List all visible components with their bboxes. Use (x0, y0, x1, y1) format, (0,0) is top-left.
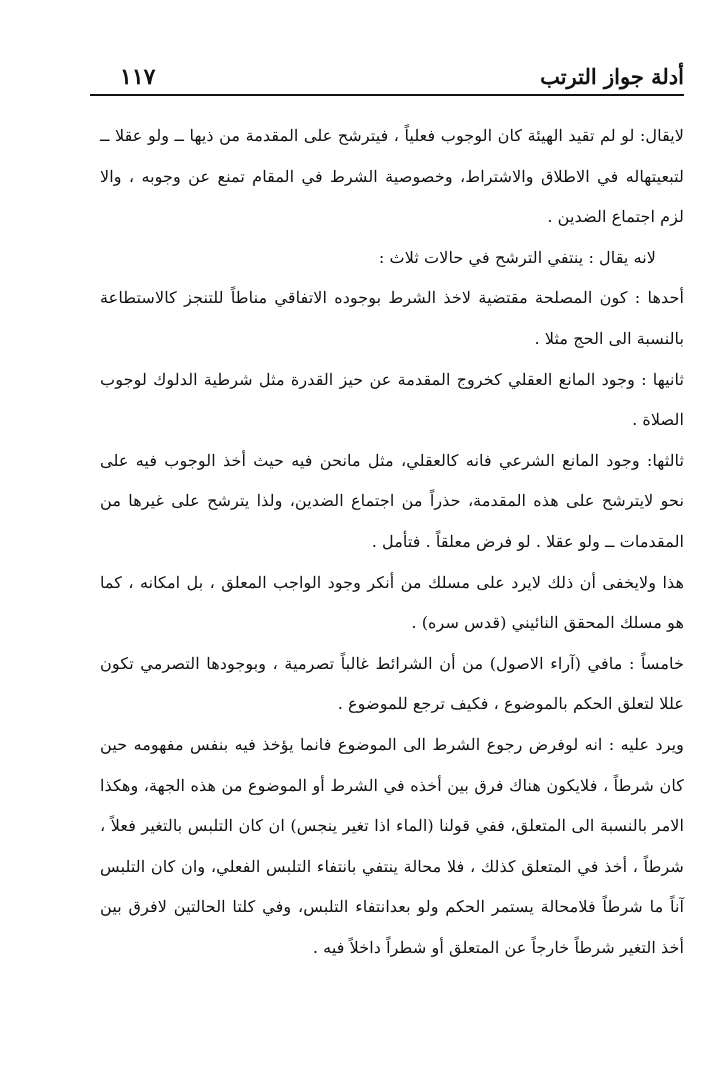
paragraph: خامساً : مافي (آراء الاصول) من أن الشرائط غالباً تصرمية ، وبوجودها التصرمي تكون عللا لتعلق الحكم بالموضوع ، فكيف ترجع للموضوع . (100, 653, 684, 714)
running-title: أدلة جواز الترتب (540, 64, 684, 89)
paragraph: لانه يقال : ينتفي الترشح في حالات ثلاث : (378, 247, 656, 267)
paragraph: ويرد عليه : انه لوفرض رجوع الشرط الى الموضوع فانما يؤخذ فيه بنفس مفهومه حين كان شرطاً ، فلايكون هناك فرق بين أخذه في الشرط أو الموضوع من هذه الجهة، وهكذا الامر بالنسبة الى المتعلق، ففي قولنا (الماء اذا تغير ينجس) ان كان التلبس بالتغير فعلاً ، شرطاً ، أخذ في المتعلق كذلك ، فلا محالة ينتفي بانتفاء التلبس الفعلي، وان كان التلبس آناً ما شرطاً فلامحالة يستمر الحكم ولو بعدانتفاء التلبس، وفي كلتا الحالتين لافرق بين أخذ التغير شرطاً خارجاً عن المتعلق أو شطراً داخلاً فيه . (100, 734, 684, 957)
page-body (100, 116, 684, 968)
paragraph: هذا ولايخفى أن ذلك لايرد على مسلك من أنكر وجود الواجب المعلق ، بل امكانه ، كما هو مسلك المحقق النائيني (قدس سره) . (100, 572, 684, 633)
page-header (90, 58, 684, 96)
paragraph: ثانيها : وجود المانع العقلي كخروج المقدمة عن حيز القدرة مثل شرطية الدلوك لوجوب الصلاة . (100, 369, 684, 430)
paragraph: ثالثها: وجود المانع الشرعي فانه كالعقلي، مثل مانحن فيه حيث أخذ الوجوب فيه على نحو لايترشح على هذه المقدمة، حذراً من اجتماع الضدين، ولذا يترشح على غيرها من المقدمات ــ ولو عقلا . لو فرض معلقاً . فتأمل . (100, 450, 684, 551)
paragraph: لايقال: لو لم تقيد الهيئة كان الوجوب فعلياً ، فيترشح على المقدمة من ذيها ــ ولو عقلا ــ لتبعيتهاله في الاطلاق والاشتراط، وخصوصية الشرط في المقام تمنع عن وجوبه ، والا لزم اجتماع الضدين . (100, 126, 684, 227)
page-number: ١١٧ (120, 64, 156, 90)
paragraph: أحدها : كون المصلحة مقتضية لاخذ الشرط بوجوده الاتفاقي مناطاً للتنجز كالاستطاعة بالنسبة الى الحج مثلا . (100, 288, 684, 348)
header-rule (90, 94, 684, 96)
